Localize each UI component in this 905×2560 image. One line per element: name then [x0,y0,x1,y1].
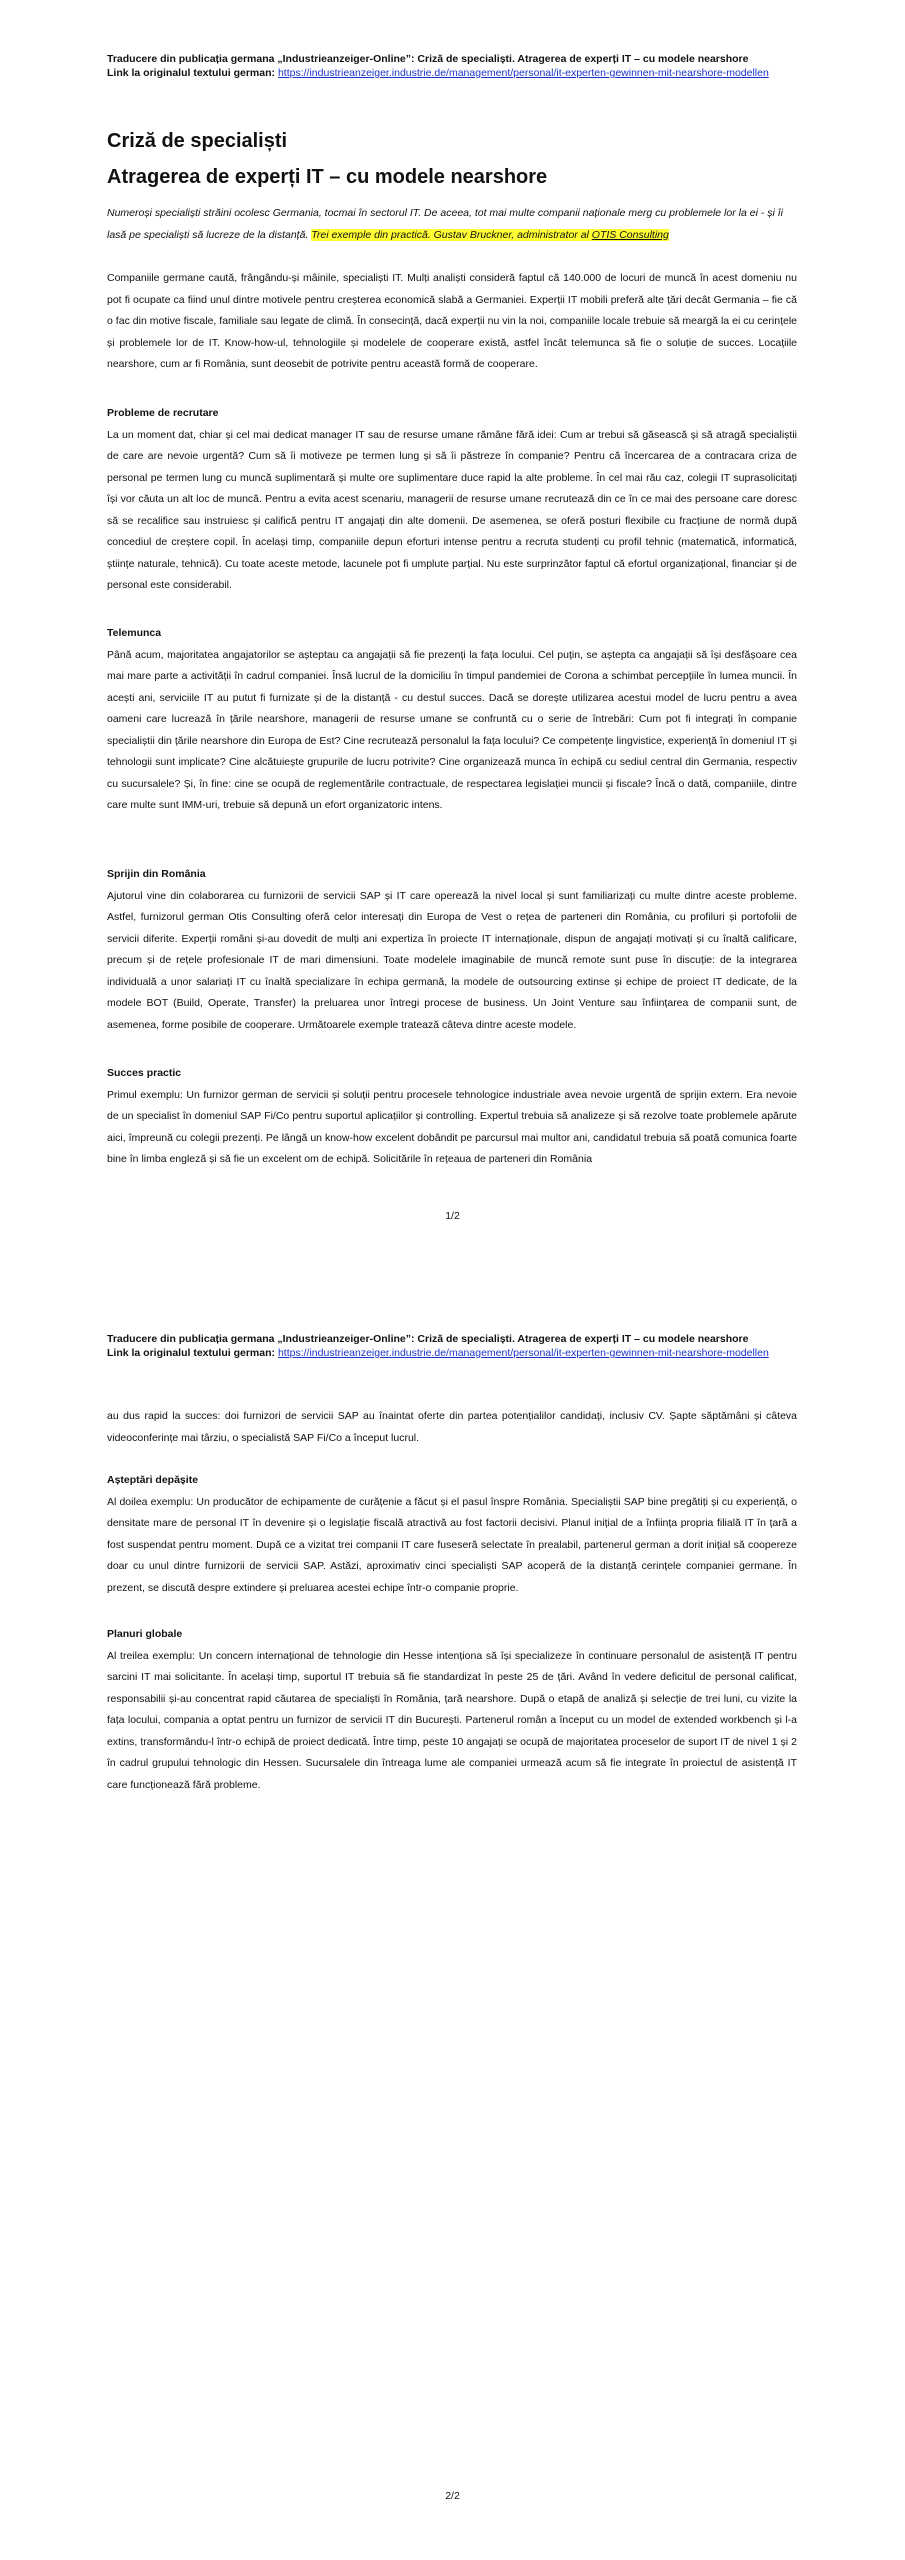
continued-text [107,1406,797,1449]
article-lead [107,203,797,246]
section-practical-success [107,1063,797,1171]
section-romania-support [107,864,797,1036]
section-heading: Sprijin din România [107,868,206,880]
section-paragraph: La un moment dat, chiar și cel mai dedicat manager IT sau de resurse umane rămâne fără idei: Cum ar trebui să găsească și să atragă specialiștii de care are nevoie urgentă? Cum să îi motiveze pe termen lung și să îi păstreze în companie? Pentru că încercarea de a contracara criza de personal pe termen lung cu muncă suplimentară și multe ore suplimentare duce rapid la alte probleme. În cel mai rău caz, colegii IT suprasolicitați își vor căuta un alt loc de muncă. Pentru a evita acest scenariu, managerii de resurse umane recrutează din ce în ce mai des persoane care doresc să se recalifice sau instruiesc și califică pentru IT angajați din alte domenii. De asemenea, se oferă posturi flexibile cu fracțiune de normă după concediul de creștere copil. În același timp, companiile depun eforturi intense pentru a recruta studenți cu profil tehnic (matematică, informatică, științe naturale, tehnică). Cu toate aceste metode, lacunele pot fi umplute parțial. Nu este surprinzător faptul că efortul organizațional, financiar și de personal este considerabil. [107,428,797,591]
section-heading: Așteptări depășite [107,1474,199,1486]
section-heading: Succes practic [107,1067,182,1079]
page-header [107,52,797,80]
header-link-label: Link la originalul textului german: [107,1347,278,1359]
article-subtitle: Atragerea de experți IT – cu modele nearshore [107,166,548,188]
page-header [107,1332,797,1360]
section-expectations [107,1470,797,1599]
lead-highlight [311,229,669,241]
otis-consulting-link[interactable]: OTIS Consulting [591,228,669,241]
article-titles [107,128,797,190]
continued-paragraph: au dus rapid la succes: doi furnizori de servicii SAP au înaintat oferte din partea potențialilor candidați, inclusiv CV. Șapte săptămâni și câteva videoconferințe mai târziu, o specialistă SAP Fi/Co a început lucrul. [107,1410,797,1444]
intro-paragraph: Companiile germane caută, frângându-și mâinile, specialiști IT. Mulți analiști consideră faptul că 140.000 de locuri de muncă în acest domeniu nu pot fi ocupate ca fiind unul dintre motivele pentru creșterea economică slabă a Germaniei. Experții IT mobili preferă alte țări decât Germania – fie că o fac din motive fiscale, familiale sau legate de climă. În consecință, dacă experții nu vin la noi, companiile locale trebuie să meargă la ei cu cerințele și problemele lor de IT. Know-how-ul, tehnologiile și modelele de cooperare există, astfel încât telemunca să fie o soluție de succes. Locațiile nearshore, cum ar fi România, sunt deosebit de potrivite pentru această formă de cooperare. [107,272,797,370]
header-link-label: Link la originalul textului german: [107,67,278,79]
section-paragraph: Al treilea exemplu: Un concern internațional de tehnologie din Hesse intenționa să își specializeze în continuare personalul de asistență IT pentru sarcini IT mai solicitante. În același timp, suportul IT trebuia să fie standardizat în peste 25 de țări. Având în vedere deficitul de personal calificat, responsabilii și-au concentrat rapid căutarea de specialiști în România, țară nearshore. După o etapă de analiză și selecție de trei luni, cu vizite la fața locului, compania a optat pentru un furnizor de servicii IT din București. Partenerul român a început cu un model de extended workbench și l-a extins, transformându-l într-o echipă de proiect dedicată. Între timp, peste 10 angajați se ocupă de majoritatea proceselor de suport IT de nivel 1 și 2 în cadrul grupului tehnologic din Hessen. Sucursalele din întreaga lume ale companiei urmează acum să fie integrate în proiectul de asistență IT care funcționează fără probleme. [107,1649,797,1791]
article-title: Criză de specialiști [107,130,288,152]
section-telework [107,623,797,817]
article-intro [107,268,797,376]
page-number: 2/2 [445,2490,460,2502]
section-paragraph: Al doilea exemplu: Un producător de echipamente de curățenie a făcut și el pasul înspre România. Specialiștii SAP bine pregătiți și cu experiență, o densitate mare de personal IT în devenire și o legislație fiscală atractivă au fost factorii decisivi. Planul inițial de a înființa propria filială IT în țară a fost suspendat pentru moment. După ce a vizitat trei companii IT care fuseseră selectate în prealabil, partenerul german a dorit inițial să coopereze doar cu unul dintre furnizorii de servicii SAP. Astăzi, aproximativ cinci specialiști SAP acoperă de la distanță cerințele companiei germane. În prezent, se discută despre extindere și preluarea acestei echipe într-o companie proprie. [107,1495,797,1594]
lead-highlight-text: Trei exemple din practică. Gustav Bruckner, administrator al [311,228,592,241]
document-page-2 [0,1280,905,2560]
section-paragraph: Ajutorul vine din colaborarea cu furnizorii de servicii SAP și IT care operează la nivel local și sunt familiarizați cu multe dintre aceste probleme. Astfel, furnizorul german Otis Consulting oferă celor interesați din Europa de Vest o rețea de parteneri din România, cu profiluri și portofolii de servicii diferite. Experții români și-au dovedit de mulți ani expertiza în proiecte IT internaționale, dispun de angajați motivați și cu înaltă calificare, precum și de rețele profesionale IT de mari dimensiuni. Toate modelele imaginabile de muncă remote sunt puse în discuție: de la integrarea individuală a unor salariați IT cu înaltă specializare în echipa germană, la modele de outsourcing extinse și echipe de proiect IT dedicate, de la modele BOT (Build, Operate, Transfer) la preluarea unor întregi procese de business. Un Joint Venture sau înființarea de companii sunt, de asemenea, forme posibile de cooperare. Următoarele exemple tratează câteva dintre aceste modele. [107,889,797,1031]
section-global-plans [107,1624,797,1796]
section-paragraph: Până acum, majoritatea angajatorilor se așteptau ca angajații să fie prezenți la fața locului. Cel puțin, se aștepta ca angajații să își desfășoare cea mai mare parte a activității în cadrul companiei. Însă lucrul de la domiciliu în timpul pandemiei de Corona a schimbat percepțiile în lumea muncii. În acești ani, serviciile IT au putut fi furnizate și de la distanță - cu destul succes. Dacă se dorește utilizarea acestui model de lucru pentru a avea oameni care lucrează în țările nearshore, managerii de resurse umane se confruntă cu o serie de întrebări: Cum pot fi integrați în companie specialiștii din țările nearshore din Europa de Est? Cine recrutează personalul la fața locului? Ce competențe lingvistice, experiență în domeniul IT și tehnologii sunt implicate? Cine alcătuiește grupurile de lucru potrivite? Cine organizează munca în echipă cu sediul central din Germania, respectiv cu sucursalele? Și, în fine: cine se ocupă de reglementările contractuale, de respectarea legislației muncii și fiscale? Încă o dată, companiile, dintre care multe sunt IMM-uri, trebuie să depună un efort organizatoric intens. [107,648,797,811]
original-article-link[interactable]: https://industrieanzeiger.industrie.de/management/personal/it-experten-gewinnen-mit-nearshore-modellen [277,67,769,79]
header-link-line [107,1346,797,1360]
lead-text: Numeroși specialiști străini ocolesc Germania, tocmai în sectorul IT. De aceea, tot mai multe companii naționale merg cu problemele lor la ei - și îi lasă pe specialiști să lucreze de la distanță. [107,207,783,241]
header-link-line [107,66,797,80]
section-heading: Planuri globale [107,1628,183,1640]
section-paragraph: Primul exemplu: Un furnizor german de servicii și soluții pentru procesele tehnologice industriale avea nevoie urgentă de sprijin extern. Era nevoie de un specialist în domeniul SAP Fi/Co pentru suportul aplicațiilor și controlling. Expertul trebuia să analizeze și să rezolve toate problemele apărute aici, împreună cu colegii prezenți. Pe lângă un know-how excelent dobândit pe parcursul mai multor ani, candidatul trebuia să poată comunica foarte bine în limba engleză și să fie un excelent om de echipă. Solicitările în rețeaua de parteneri din România [107,1088,797,1165]
section-heading: Telemunca [107,627,162,639]
original-article-link[interactable]: https://industrieanzeiger.industrie.de/management/personal/it-experten-gewinnen-mit-nearshore-modellen [277,1347,769,1359]
header-title: Traducere din publicația germana „Industrieanzeiger-Online”: Criză de specialiști. Atragerea de experți IT – cu modele nearshore [107,1333,749,1345]
page-number: 1/2 [445,1210,460,1222]
section-recruitment [107,403,797,597]
section-heading: Probleme de recrutare [107,407,219,419]
header-title: Traducere din publicația germana „Industrieanzeiger-Online”: Criză de specialiști. Atragerea de experți IT – cu modele nearshore [107,53,749,65]
